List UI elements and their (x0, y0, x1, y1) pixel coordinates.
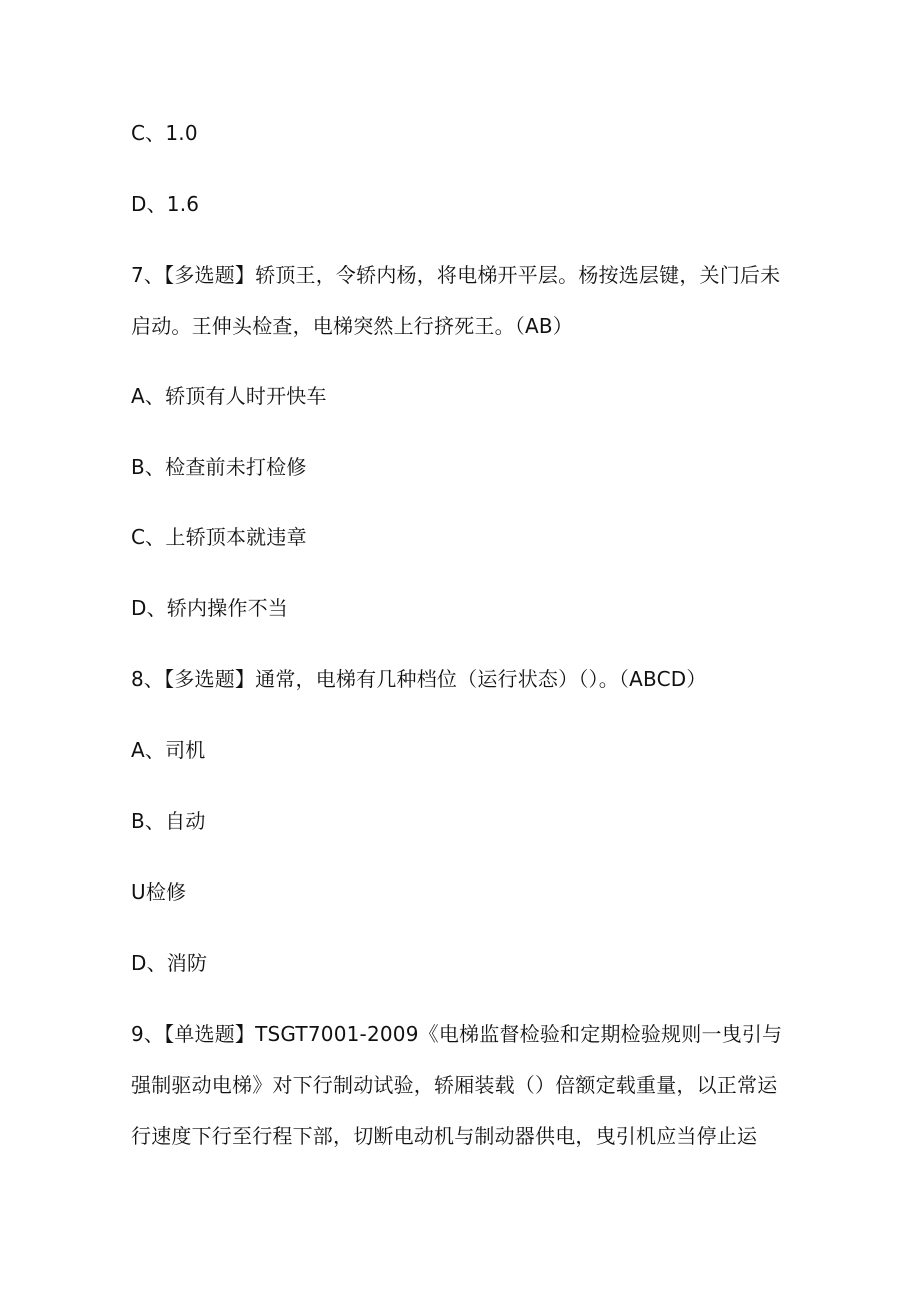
question-8-option-d: D、消防 (131, 951, 208, 975)
question-8-option-a: A、司机 (131, 738, 206, 762)
question-8-option-b: B、自动 (131, 809, 206, 833)
question-9-text-line-3: 行速度下行至行程下部，切断电动机与制动器供电，曳引机应当停止运 (131, 1124, 758, 1148)
question-7-option-a: A、轿顶有人时开快车 (131, 384, 327, 408)
question-7-text-line-2: 启动。王伸头检查，电梯突然上行挤死王。（AB） (131, 314, 574, 338)
question-9-text-line-1: 9、【单选题】TSGT7001-2009《电梯监督检验和定期检验规则一曳引与 (131, 1022, 783, 1046)
question-7-text-line-1: 7、【多选题】轿顶王，令轿内杨，将电梯开平层。杨按选层键，关门后未 (131, 263, 781, 287)
question-8-text: 8、【多选题】通常，电梯有几种档位（运行状态）（）。（ABCD） (131, 667, 707, 691)
question-8-option-c: U检修 (131, 880, 187, 904)
option-c-previous-question: C、1.0 (131, 121, 198, 145)
option-d-previous-question: D、1.6 (131, 192, 200, 216)
question-7-option-d: D、轿内操作不当 (131, 596, 289, 620)
question-7-option-c: C、上轿顶本就违章 (131, 525, 307, 549)
question-9-text-line-2: 强制驱动电梯》对下行制动试验，轿厢装载（）倍额定载重量，以正常运 (131, 1073, 778, 1097)
question-7-option-b: B、检查前未打检修 (131, 455, 307, 479)
